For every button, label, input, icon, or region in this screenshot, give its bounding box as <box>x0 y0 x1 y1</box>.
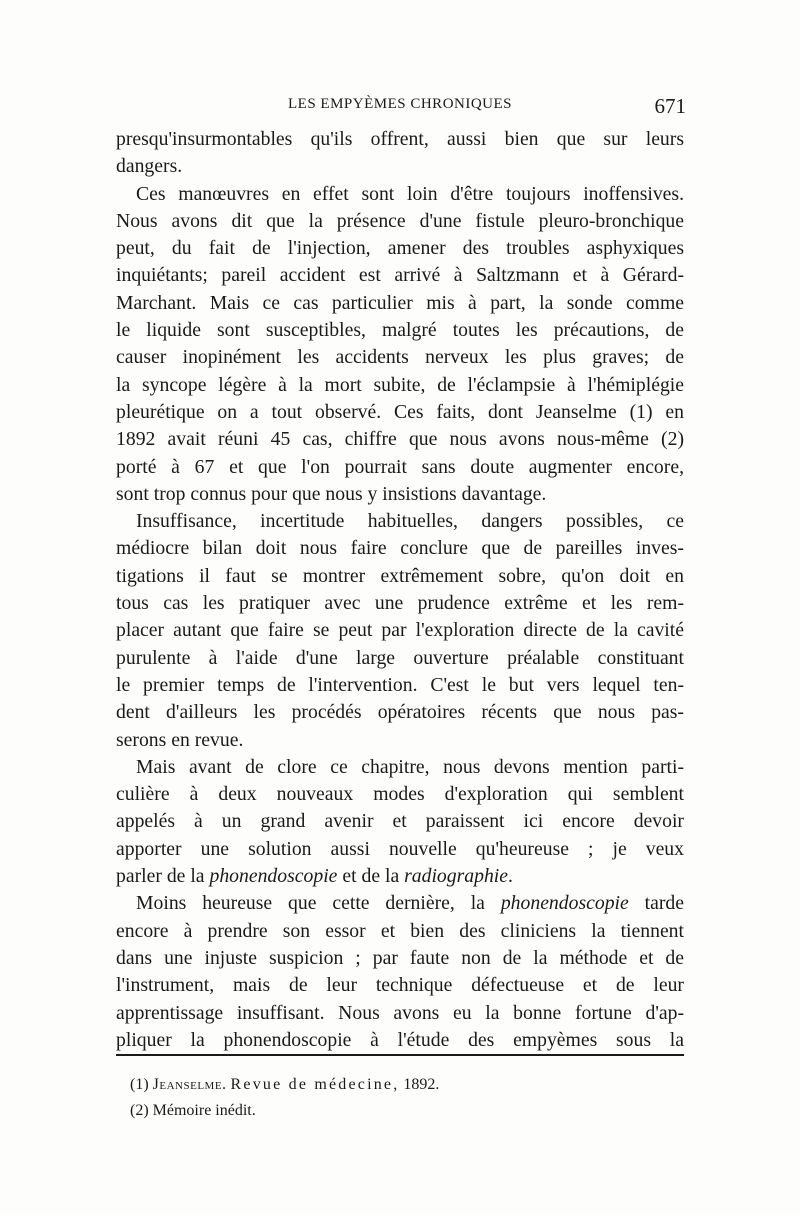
footnote-divider <box>116 1054 684 1056</box>
footnote-marker: (2) <box>130 1102 149 1119</box>
text-line: placer autant que faire se peut par l'exploration directe de la cavité <box>116 619 684 642</box>
text-line: apprentissage insuffisant. Nous avons eu la bonne fortune d'ap- <box>116 1001 684 1024</box>
text-line: 1892 avait réuni 45 cas, chiffre que nous avons nous-même (2) <box>116 428 684 451</box>
footnote-journal: Revue de médecine, <box>230 1076 400 1093</box>
text-line: le premier temps de l'intervention. C'est le but vers lequel ten- <box>116 673 684 696</box>
text-line: porté à 67 et que l'on pourrait sans doute augmenter encore, <box>116 455 684 478</box>
paragraph <box>116 754 684 890</box>
text-fragment: parler de la <box>116 865 210 888</box>
italic-term: phonendoscopie <box>500 892 629 915</box>
text-line: sont trop connus pour que nous y insistions davantage. <box>116 482 547 505</box>
text-line: serons en revue. <box>116 728 244 751</box>
footnote <box>130 1072 670 1098</box>
text-line: médiocre bilan doit nous faire conclure que de pareilles inves- <box>116 537 684 560</box>
paragraph <box>116 126 684 181</box>
italic-term: radiographie <box>404 865 509 888</box>
text-line: l'instrument, mais de leur technique défectueuse et de leur <box>116 974 684 997</box>
text-line: la syncope légère à la mort subite, de l'éclampsie à l'hémiplégie <box>116 373 684 396</box>
body-text <box>116 126 684 1054</box>
text-fragment: et de la <box>337 865 405 888</box>
text-line: Ces manœuvres en effet sont loin d'être toujours inoffensives. <box>136 182 684 205</box>
text-line: dent d'ailleurs les procédés opératoires récents que nous pas- <box>116 701 684 724</box>
text-line: pliquer la phonendoscopie à l'étude des empyèmes sous la <box>116 1028 684 1051</box>
footnote-author: Jeanselme. <box>152 1076 227 1093</box>
text-line: culière à deux nouveaux modes d'exploration qui semblent <box>116 783 684 806</box>
text-line: pleurétique on a tout observé. Ces faits, dont Jeanselme (1) en <box>116 400 684 423</box>
footnote-text: Mémoire inédit. <box>152 1102 256 1119</box>
text-line: tous cas les pratiquer avec une prudence extrême et les rem- <box>116 592 684 615</box>
paragraph <box>116 890 684 1054</box>
footnote <box>130 1098 670 1124</box>
footnotes <box>130 1072 670 1124</box>
text-line: tigations il faut se montrer extrêmement sobre, qu'on doit en <box>116 564 684 587</box>
running-head <box>116 96 686 120</box>
text-fragment: Moins heureuse que cette dernière, la <box>136 892 501 915</box>
text-line: le liquide sont susceptibles, malgré toutes les précautions, de <box>116 319 684 342</box>
page-number: 671 <box>654 94 686 118</box>
text-line: dangers. <box>116 155 183 178</box>
text-line: causer inopinément les accidents nerveux les plus graves; de <box>116 346 684 369</box>
paragraph <box>116 181 684 509</box>
text-line: peut, du fait de l'injection, amener des troubles asphyxiques <box>116 237 684 260</box>
running-title: LES EMPYÈMES CHRONIQUES <box>288 96 513 112</box>
text-line: encore à prendre son essor et bien des cliniciens la tiennent <box>116 919 684 942</box>
text-line: inquiétants; pareil accident est arrivé à Saltzmann et à Gérard- <box>116 264 684 287</box>
footnote-marker: (1) <box>130 1076 149 1093</box>
paragraph <box>116 508 684 754</box>
italic-term: phonendoscopie <box>209 865 338 888</box>
text-line: apporter une solution aussi nouvelle qu'heureuse ; je veux <box>116 837 684 860</box>
text-line <box>116 863 684 890</box>
text-line: purulente à l'aide d'une large ouverture préalable constituant <box>116 646 684 669</box>
text-line: appelés à un grand avenir et paraissent ici encore devoir <box>116 810 684 833</box>
text-fragment: tarde <box>628 892 684 915</box>
text-line <box>116 890 684 917</box>
text-line: dans une injuste suspicion ; par faute non de la méthode et de <box>116 946 684 969</box>
footnote-year: 1892. <box>403 1076 440 1093</box>
text-line: Nous avons dit que la présence d'une fistule pleuro-bronchique <box>116 209 684 232</box>
text-line: presqu'insurmontables qu'ils offrent, aussi bien que sur leurs <box>116 128 684 150</box>
text-line: Insuffisance, incertitude habituelles, dangers possibles, ce <box>136 510 684 533</box>
text-line: Mais avant de clore ce chapitre, nous devons mention parti- <box>136 755 684 778</box>
text-fragment: . <box>508 865 513 888</box>
text-line: Marchant. Mais ce cas particulier mis à part, la sonde comme <box>116 291 684 314</box>
